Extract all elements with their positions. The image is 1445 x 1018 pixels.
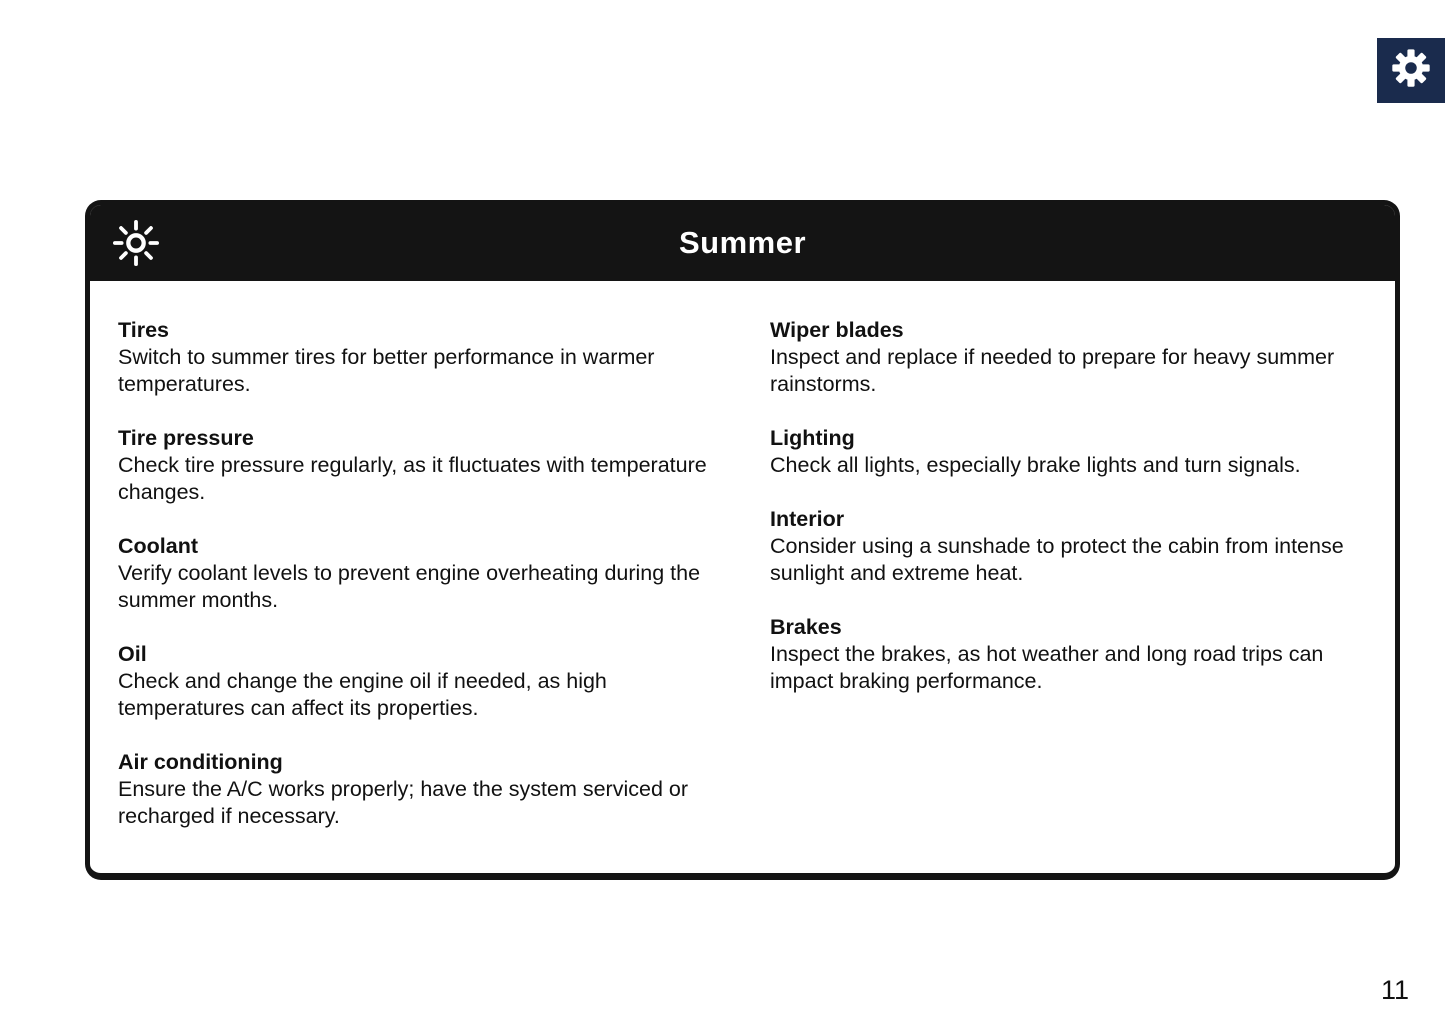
- maintenance-item-wiper-blades: [770, 317, 1390, 398]
- item-body: Verify coolant levels to prevent engine overheating during the summer months.: [118, 561, 701, 612]
- item-heading: Wiper blades: [770, 318, 904, 342]
- item-heading: Lighting: [770, 426, 855, 450]
- card-title: Summer: [678, 225, 807, 260]
- item-heading: Tires: [118, 318, 169, 342]
- maintenance-item-lighting: [770, 425, 1390, 479]
- item-body: Inspect the brakes, as hot weather and long road trips can impact braking performance.: [770, 642, 1324, 693]
- item-body: Check all lights, especially brake lights and turn signals.: [770, 453, 1301, 477]
- item-body: Inspect and replace if needed to prepare for heavy summer rainstorms.: [770, 345, 1335, 396]
- maintenance-item-brakes: [770, 614, 1390, 695]
- right-column: [770, 317, 1390, 857]
- maintenance-item-oil: [118, 641, 738, 722]
- maintenance-item-tires: [118, 317, 738, 398]
- item-body: Ensure the A/C works properly; have the system serviced or recharged if necessary.: [118, 777, 688, 828]
- item-body: Check and change the engine oil if needed, as high temperatures can affect its properties.: [118, 669, 607, 720]
- item-body: Consider using a sunshade to protect the cabin from intense sunlight and extreme heat.: [770, 534, 1344, 585]
- settings-gear-badge: [1377, 38, 1445, 103]
- item-heading: Interior: [770, 507, 845, 531]
- item-heading: Coolant: [118, 534, 199, 558]
- page-number: 11: [1380, 975, 1409, 1005]
- item-heading: Brakes: [770, 615, 842, 639]
- sun-icon: [112, 219, 160, 267]
- item-heading: Tire pressure: [118, 426, 254, 450]
- item-body: Switch to summer tires for better performance in warmer temperatures.: [118, 345, 655, 396]
- card-body: [90, 281, 1395, 857]
- summer-maintenance-card: [85, 200, 1400, 880]
- maintenance-item-coolant: [118, 533, 738, 614]
- item-heading: Oil: [118, 642, 147, 666]
- left-column: [118, 317, 738, 857]
- card-header: [90, 205, 1395, 281]
- gear-icon: [1388, 45, 1434, 96]
- item-heading: Air conditioning: [118, 750, 283, 774]
- maintenance-item-interior: [770, 506, 1390, 587]
- maintenance-item-tire-pressure: [118, 425, 738, 506]
- item-body: Check tire pressure regularly, as it fluctuates with temperature changes.: [118, 453, 707, 504]
- maintenance-item-air-conditioning: [118, 749, 738, 830]
